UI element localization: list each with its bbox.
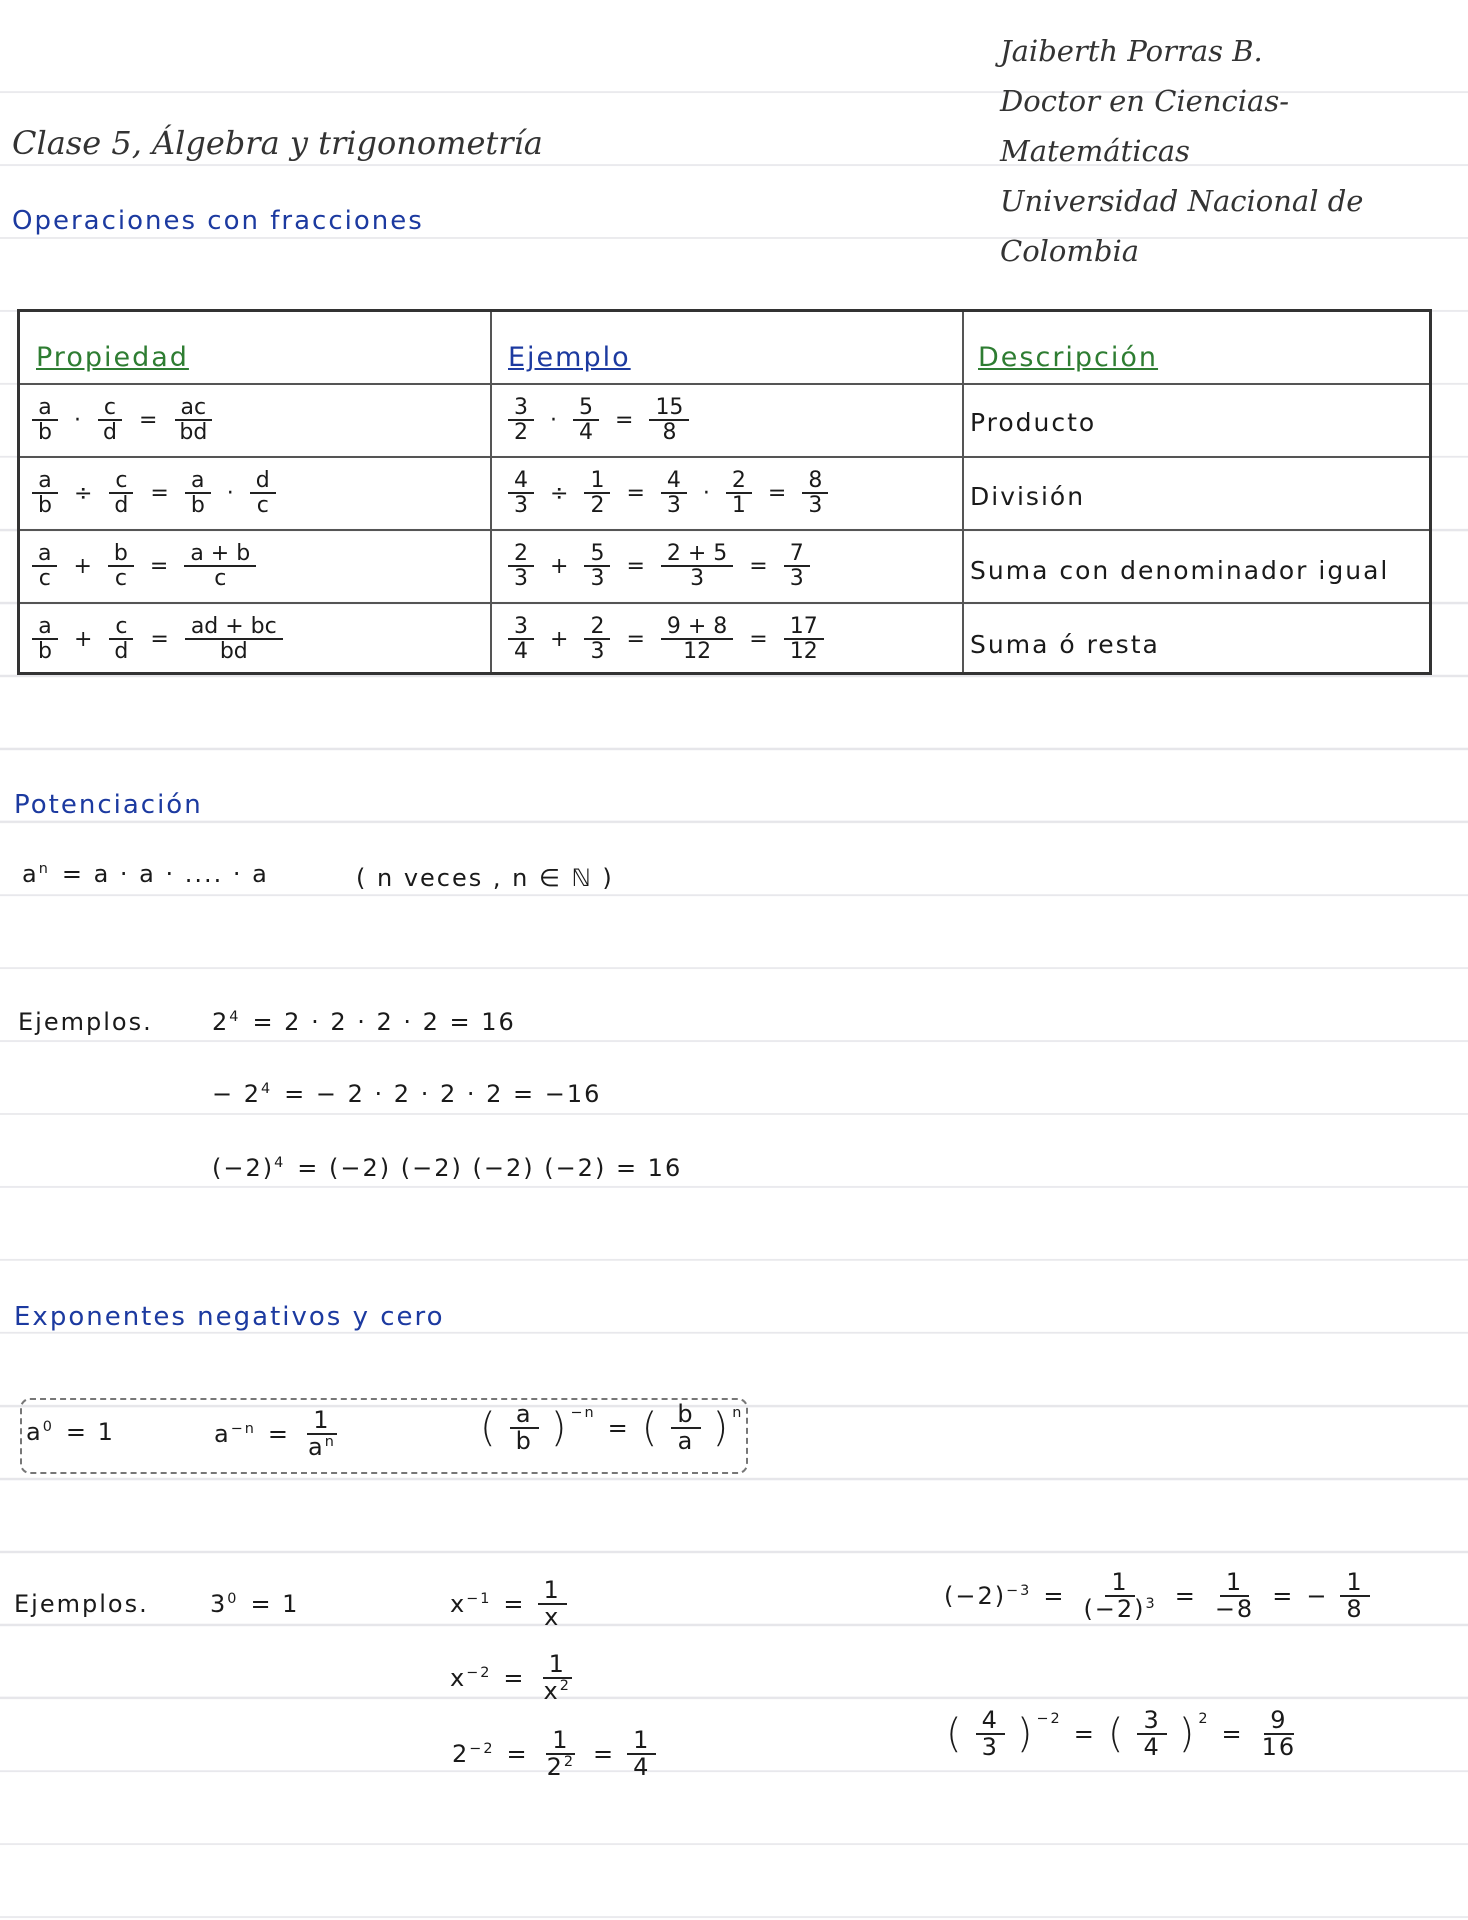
example-sum-same-denominator: $\frac{2}{3}$ + $\frac{5}{3}$ = $\frac{2 + 5}{3}$ = $\frac{7}{3}$	[508, 532, 810, 600]
example-neg2-minus-3: $(-2)^{-3}$ = $\frac{1}{(-2)^3}$ = $\frac{1}{-8}$ = − $\frac{1}{8}$	[944, 1570, 1370, 1622]
header-descripcion: Descripción	[978, 342, 1159, 373]
power-expansion: = a · a · .... · a	[61, 860, 269, 888]
section-powers: Potenciación	[14, 790, 203, 820]
description-sum-same-denominator: Suma con denominador igual	[970, 556, 1390, 585]
section-fractions: Operaciones con fracciones	[12, 206, 424, 236]
section-negative-exponents: Exponentes negativos y cero	[14, 1302, 445, 1332]
author-block	[1000, 26, 1468, 276]
negative-examples-label: Ejemplos.	[14, 1590, 149, 1618]
header-propiedad: Propiedad	[36, 342, 189, 373]
power-example-1: $2^4$ = 2 · 2 · 2 · 2 = 16	[212, 1008, 516, 1036]
example-sum: $\frac{3}{4}$ + $\frac{2}{3}$ = $\frac{9 + 8}{12}$ = $\frac{17}{12}$	[508, 605, 824, 673]
example-x-minus-1: $x^{-1}$ = $\frac{1}{x}$	[450, 1578, 567, 1630]
property-division: $\frac{a}{b}$ ÷ $\frac{c}{d}$ = $\frac{a}{b}$ · $\frac{d}{c}$	[32, 459, 276, 527]
header-ejemplo: Ejemplo	[508, 342, 631, 373]
rule-negative-fraction: ( $\frac{a}{b}$ ) $^{-n}$ = ( $\frac{b}{a}$ ) $^n$	[480, 1400, 744, 1456]
power-exponent: n	[38, 861, 50, 877]
power-base: a	[22, 860, 39, 888]
description-division: División	[970, 482, 1086, 511]
power-example-3: $(-2)^4$ = (−2) (−2) (−2) (−2) = 16	[212, 1154, 683, 1182]
example-fraction-minus-2: ( $\frac{4}{3}$ ) $^{-2}$ = ( $\frac{3}{4}$ ) $^2$ = $\frac{9}{16}$	[946, 1706, 1297, 1762]
page-title: Clase 5, Álgebra y trigonometría	[12, 124, 543, 162]
description-sum: Suma ó resta	[970, 630, 1160, 659]
property-sum: $\frac{a}{b}$ + $\frac{c}{d}$ = $\frac{ad + bc}{bd}$	[32, 605, 283, 673]
example-2-minus-2: $2^{-2}$ = $\frac{1}{2^2}$ = $\frac{1}{4}$	[452, 1728, 656, 1780]
author-name: Jaiberth Porras B.	[1000, 34, 1263, 68]
example-division: $\frac{4}{3}$ ÷ $\frac{1}{2}$ = $\frac{4}{3}$ · $\frac{2}{1}$ = $\frac{8}{3}$	[508, 459, 828, 527]
property-product: $\frac{a}{b}$ · $\frac{c}{d}$ = $\frac{ac}{bd}$	[32, 386, 213, 454]
power-definition	[22, 860, 269, 888]
author-university: Universidad Nacional de Colombia	[1000, 184, 1364, 268]
description-product: Producto	[970, 408, 1097, 437]
powers-examples-label: Ejemplos.	[18, 1008, 153, 1036]
example-zero-exponent: $3^0$ = 1	[210, 1590, 300, 1618]
properties-table	[17, 309, 1432, 675]
author-degree: Doctor en Ciencias- Matemáticas	[1000, 84, 1289, 168]
rule-negative-exponent: $a^{-n}$ = $\frac{1}{a^n}$	[214, 1406, 336, 1462]
example-product: $\frac{3}{2}$ · $\frac{5}{4}$ = $\frac{15}{8}$	[508, 386, 689, 454]
example-x-minus-2: $x^{-2}$ = $\frac{1}{x^2}$	[450, 1650, 571, 1706]
power-note: ( n veces , n ∈ ℕ )	[356, 864, 614, 892]
property-sum-same-denominator: $\frac{a}{c}$ + $\frac{b}{c}$ = $\frac{a + b}{c}$	[32, 532, 256, 600]
rule-zero-exponent: $a^0$ = 1	[26, 1418, 115, 1446]
power-example-2: − $2^4$ = − 2 · 2 · 2 · 2 = −16	[212, 1080, 602, 1108]
